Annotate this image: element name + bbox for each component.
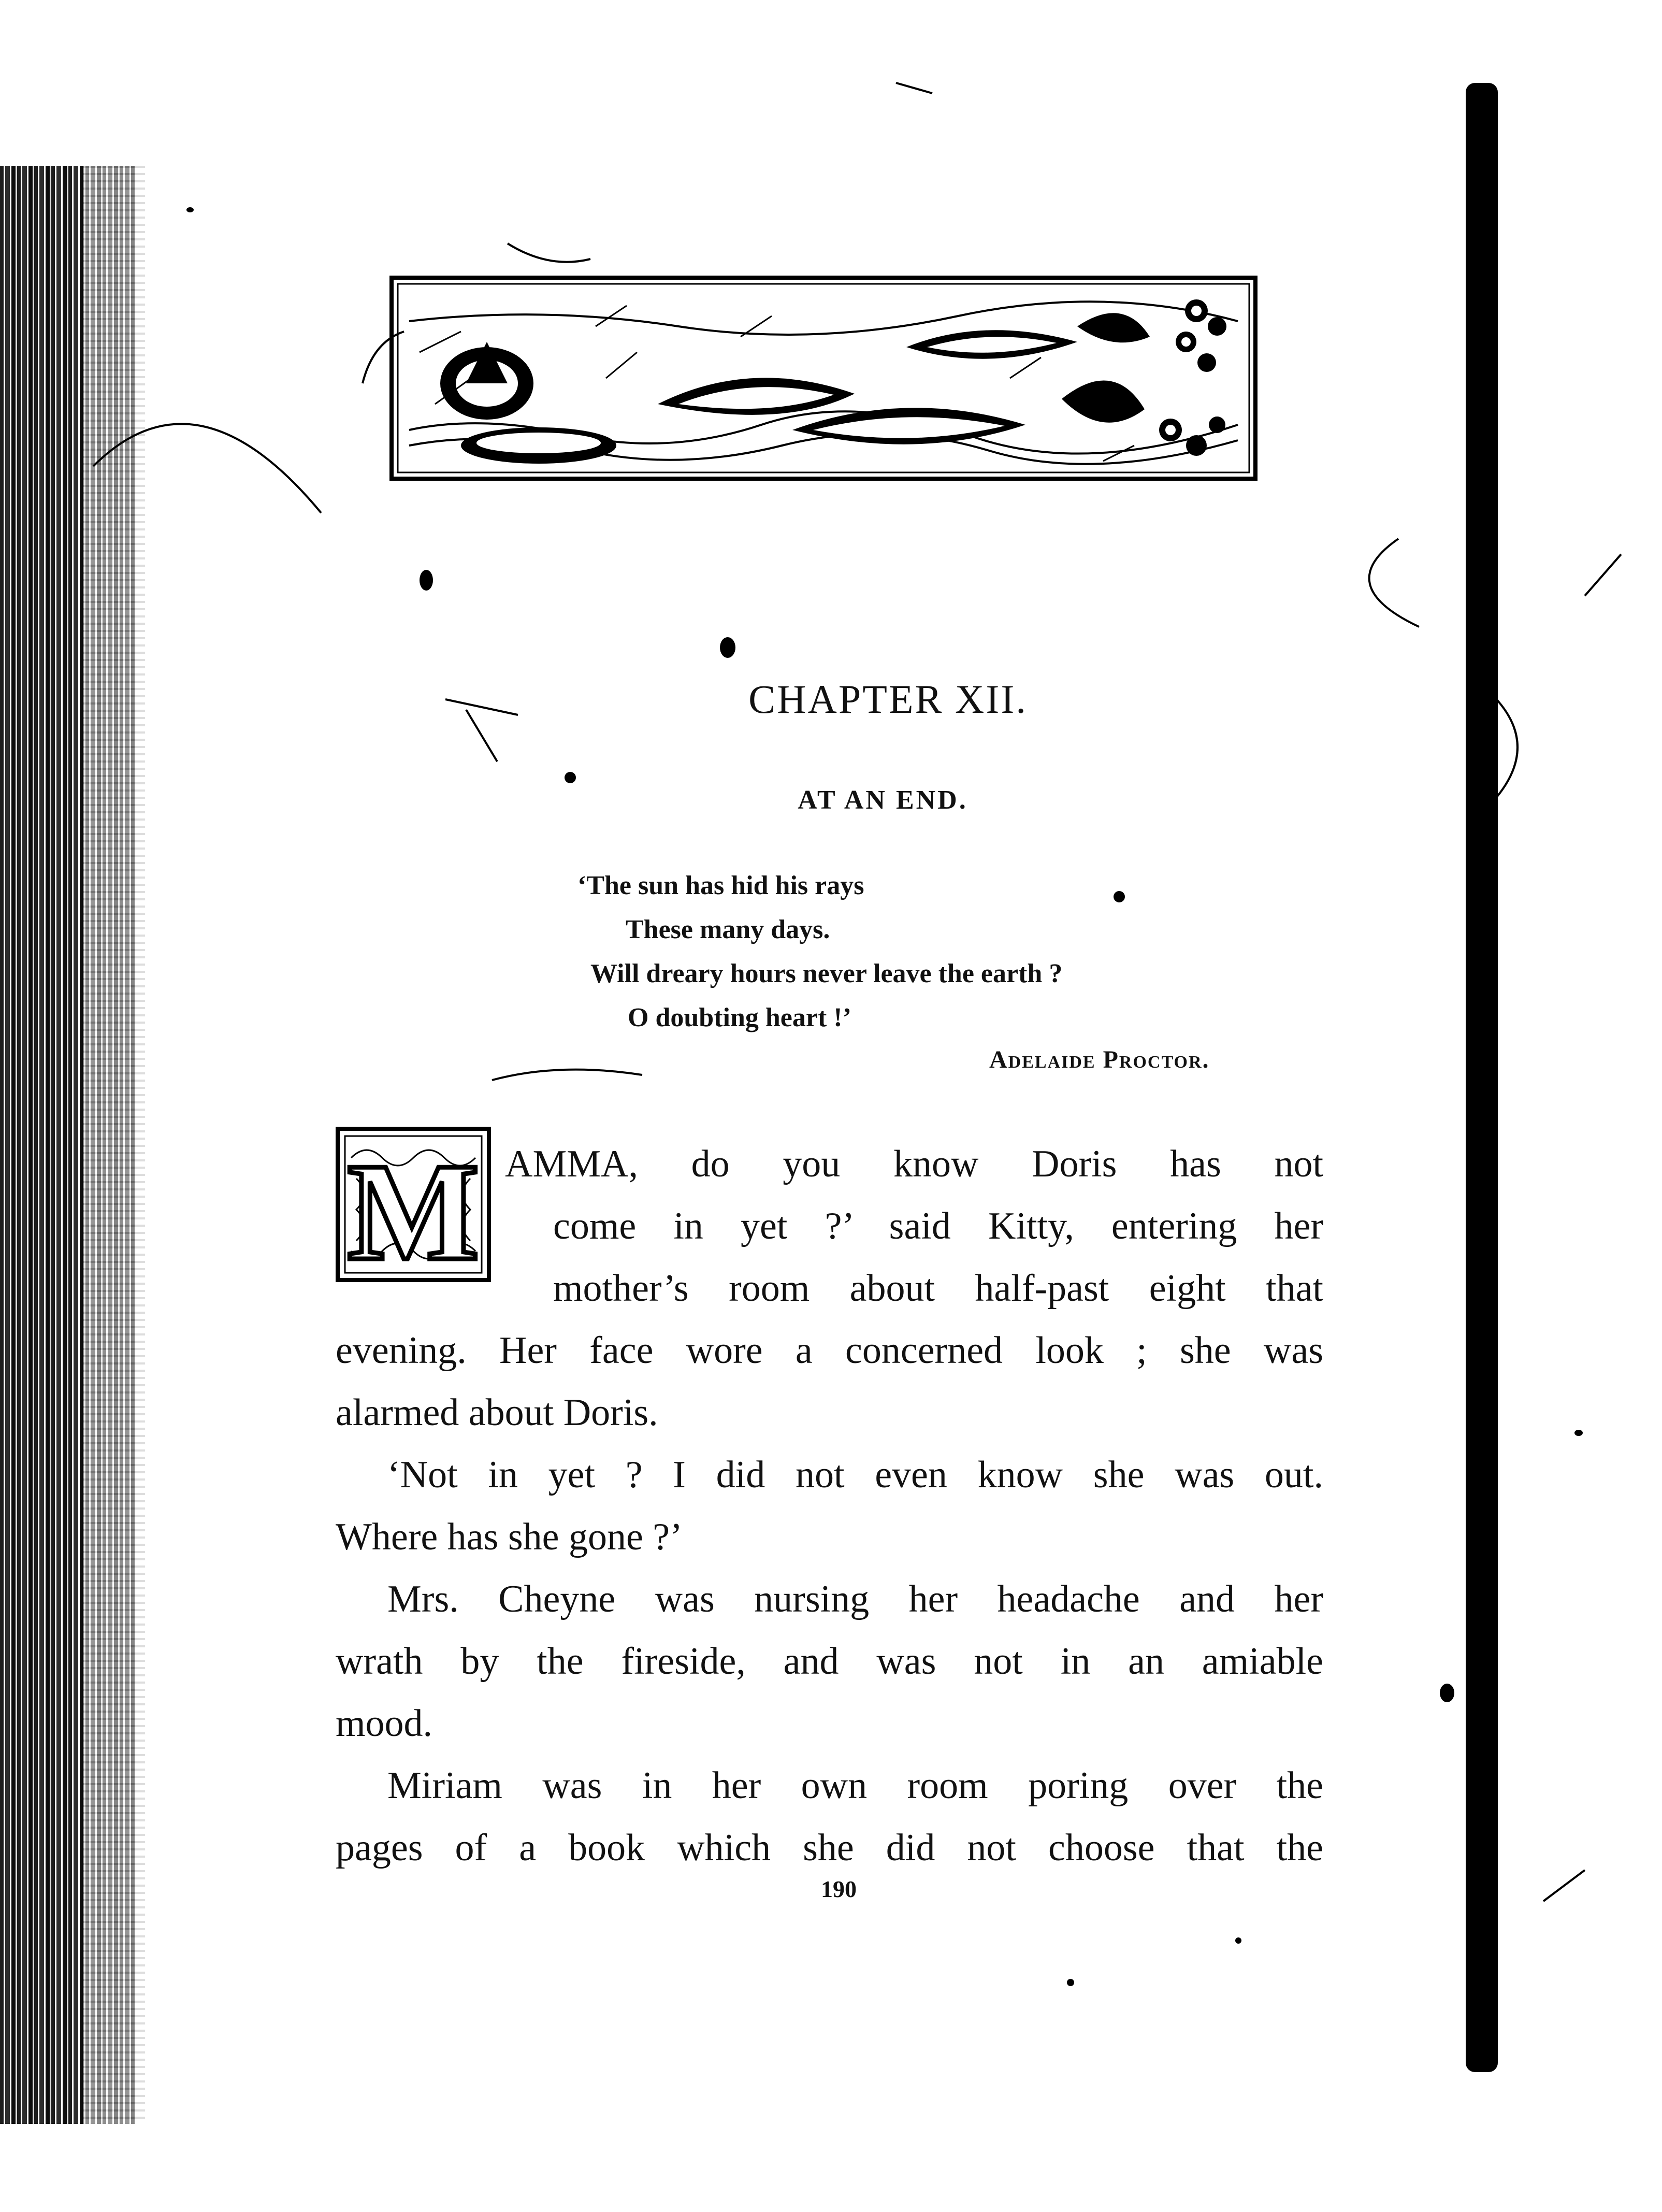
body-line: come in yet ?’ said Kitty, entering her bbox=[553, 1205, 1323, 1247]
speck bbox=[565, 772, 576, 783]
chapter-title: CHAPTER XII. bbox=[748, 677, 1028, 722]
body-line: Where has she gone ?’ bbox=[336, 1516, 683, 1558]
speck bbox=[720, 637, 735, 658]
speck bbox=[1114, 891, 1125, 902]
speck bbox=[1235, 1937, 1241, 1944]
page-number: 190 bbox=[821, 1876, 857, 1902]
speck bbox=[1440, 1684, 1454, 1702]
headpiece-engraving bbox=[388, 275, 1259, 482]
body-line: mood. bbox=[336, 1702, 433, 1745]
epigraph-author: Adelaide Proctor. bbox=[989, 1046, 1210, 1073]
body-line: mother’s room about half-past eight that bbox=[553, 1267, 1323, 1310]
speck bbox=[186, 207, 194, 212]
speck bbox=[420, 570, 433, 591]
epigraph-line: O doubting heart !’ bbox=[628, 1003, 851, 1032]
body-line: Mrs. Cheyne was nursing her headache and her bbox=[387, 1578, 1323, 1620]
epigraph-line: ‘The sun has hid his rays bbox=[577, 871, 864, 900]
epigraph-line: Will dreary hours never leave the earth ? bbox=[590, 959, 1063, 988]
body-line: alarmed about Doris. bbox=[336, 1391, 658, 1434]
body-line: pages of a book which she did not choose that the bbox=[336, 1827, 1323, 1869]
chapter-subtitle: AT AN END. bbox=[798, 785, 968, 815]
body-line: AMMA, do you know Doris has not bbox=[505, 1143, 1323, 1185]
body-line: Miriam was in her own room poring over the bbox=[387, 1764, 1323, 1807]
binding-shadow-fade bbox=[83, 166, 145, 2124]
body-line: evening. Her face wore a concerned look ; she was bbox=[336, 1329, 1323, 1372]
body-line: ‘Not in yet ? I did not even know she was out. bbox=[387, 1454, 1323, 1496]
speck bbox=[1067, 1979, 1074, 1986]
speck bbox=[1574, 1430, 1583, 1436]
body-line: wrath by the fireside, and was not in an amiable bbox=[336, 1640, 1323, 1683]
epigraph-line: These many days. bbox=[626, 915, 830, 944]
drop-cap-initial bbox=[336, 1127, 491, 1282]
scan-edge-bar bbox=[1466, 83, 1498, 2072]
drop-cap-letter: M bbox=[347, 1134, 480, 1282]
